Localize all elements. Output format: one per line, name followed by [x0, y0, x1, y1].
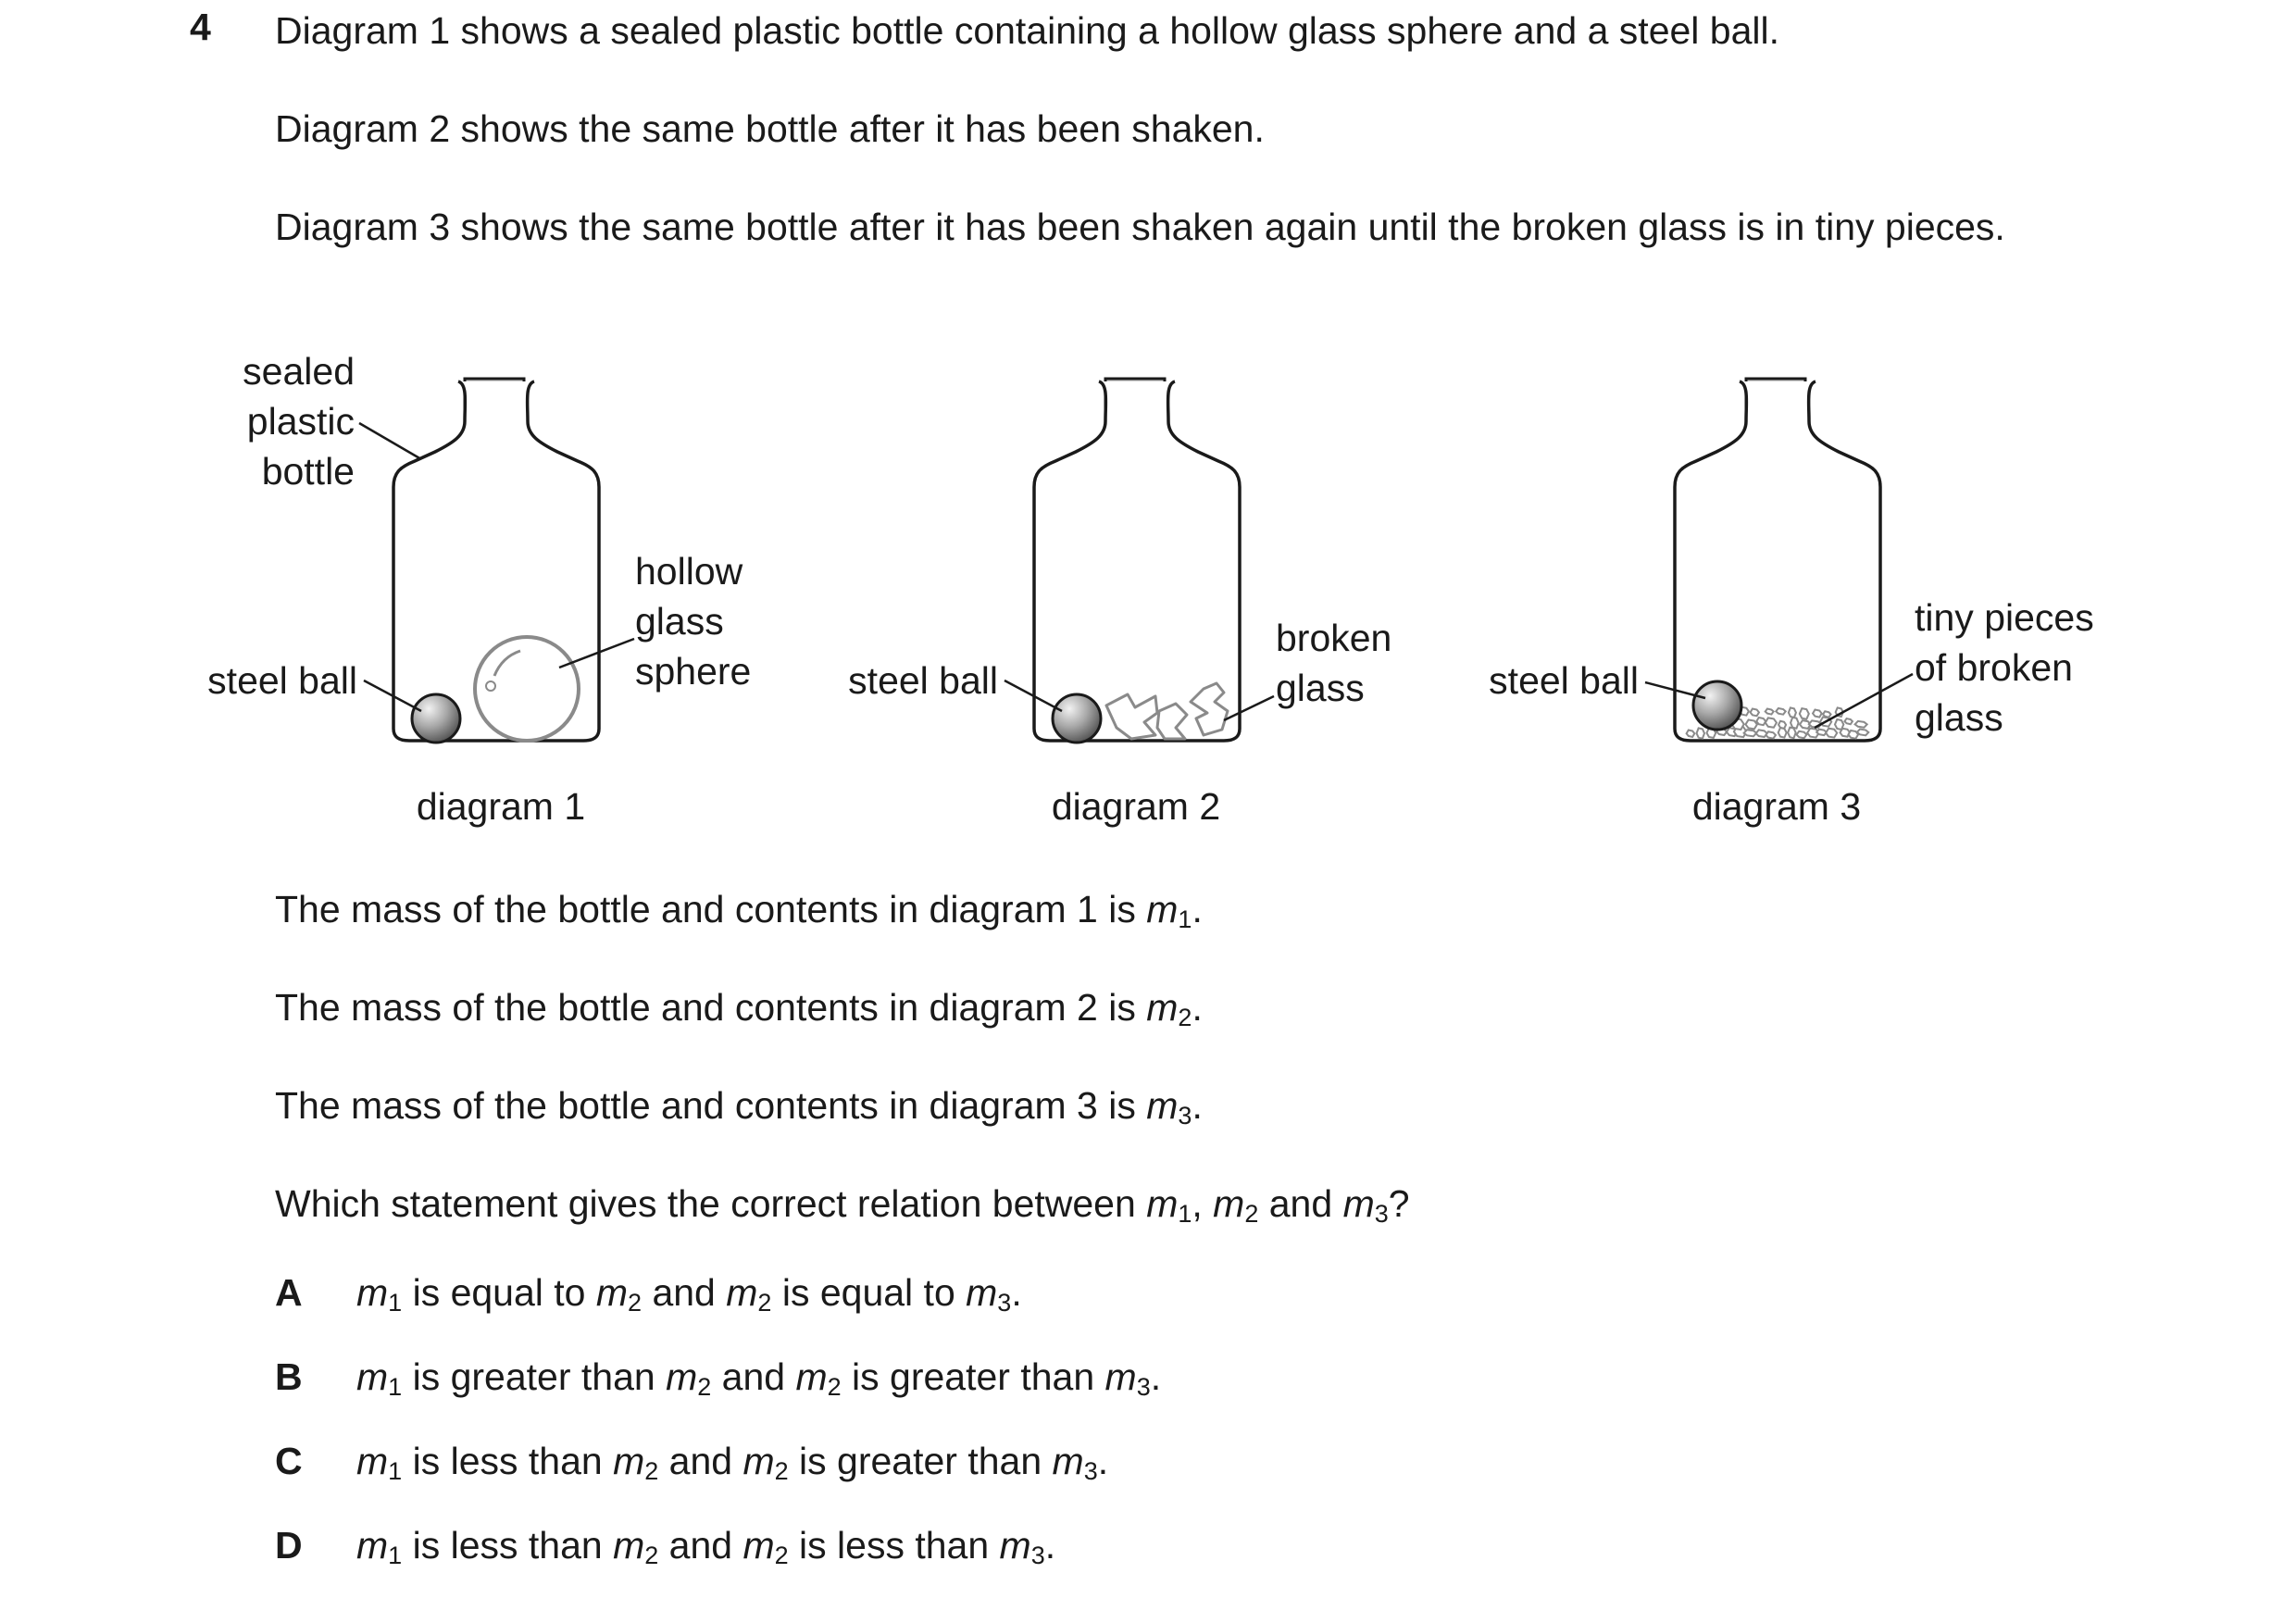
intro-paragraph-3: Diagram 3 shows the same bottle after it has been shaken again until the broken glass is in tiny pieces.: [275, 206, 2005, 248]
diagram-2: [848, 379, 1391, 828]
mass-statement-1: The mass of the bottle and contents in diagram 1 is $m_1$.: [275, 888, 1203, 933]
glass-fragment: [1744, 730, 1757, 736]
glass-fragment: [1813, 709, 1822, 717]
label-steel-ball-1: steel ball: [207, 659, 357, 702]
glass-fragment: [1766, 731, 1776, 738]
option-text: $m_1$ is less than $m_2$ and $m_2$ is greater than $m_3$.: [356, 1440, 1109, 1485]
option-text: $m_1$ is less than $m_2$ and $m_2$ is less than $m_3$.: [356, 1524, 1056, 1569]
option-letter: C: [275, 1440, 303, 1482]
diagram-3: [1489, 379, 2094, 828]
glass-fragment: [1766, 709, 1774, 715]
glass-fragment: [1687, 730, 1695, 737]
glass-fragment: [1857, 730, 1868, 736]
label-broken-line-1: broken: [1276, 617, 1392, 659]
glass-fragment: [1835, 719, 1843, 730]
hollow-glass-sphere: [475, 637, 579, 741]
glass-fragment: [1800, 708, 1809, 719]
intro-paragraph-2: Diagram 2 shows the same bottle after it has been shaken.: [275, 107, 1265, 150]
steel-ball-2: [1053, 694, 1101, 743]
option-letter: A: [275, 1271, 303, 1314]
label-tiny-line-1: tiny pieces: [1915, 596, 2094, 639]
glass-fragment: [1778, 721, 1786, 729]
label-tiny-line-2: of broken: [1915, 646, 2073, 689]
label-broken-line-2: glass: [1276, 667, 1365, 709]
option-text: $m_1$ is greater than $m_2$ and $m_2$ is greater than $m_3$.: [356, 1355, 1162, 1401]
glass-fragment: [1756, 718, 1766, 725]
glass-fragment: [1788, 728, 1795, 739]
label-sphere-line-2: glass: [635, 600, 724, 643]
steel-ball-1: [412, 694, 460, 743]
label-steel-ball-2: steel ball: [848, 659, 998, 702]
glass-fragment: [1791, 718, 1799, 729]
option-letter: D: [275, 1524, 303, 1567]
label-sealed-line-2: plastic: [246, 400, 355, 443]
glass-fragment: [1751, 709, 1759, 717]
label-sphere-line-1: hollow: [635, 550, 743, 593]
caption-diagram-1: diagram 1: [416, 785, 586, 828]
steel-ball-3: [1693, 681, 1741, 730]
label-steel-ball-3: steel ball: [1489, 659, 1639, 702]
question-number: 4: [190, 6, 211, 48]
question-prompt: Which statement gives the correct relation between $m_1$, $m_2$ and $m_3$?: [275, 1182, 1410, 1228]
glass-fragment: [1816, 730, 1827, 736]
mass-statement-3: The mass of the bottle and contents in diagram 3 is $m_3$.: [275, 1084, 1203, 1130]
glass-fragment: [1826, 729, 1837, 738]
glass-fragment: [1789, 707, 1796, 718]
label-sealed-line-3: bottle: [261, 450, 355, 493]
diagram-1: [207, 350, 751, 828]
label-sealed-line-1: sealed: [243, 350, 355, 393]
glass-fragment: [1766, 718, 1777, 727]
glass-fragment: [1697, 728, 1704, 738]
caption-diagram-2: diagram 2: [1051, 785, 1221, 828]
glass-fragment: [1823, 711, 1830, 717]
glass-fragment: [1797, 731, 1807, 738]
leader-line-sealed: [359, 423, 421, 459]
label-tiny-line-3: glass: [1915, 696, 2003, 739]
glass-fragment: [1844, 718, 1852, 724]
glass-fragment: [1745, 720, 1756, 730]
label-sphere-line-3: sphere: [635, 650, 752, 693]
option-text: $m_1$ is equal to $m_2$ and $m_2$ is equal to $m_3$.: [356, 1271, 1022, 1317]
option-letter: B: [275, 1355, 303, 1398]
mass-statement-2: The mass of the bottle and contents in diagram 2 is $m_2$.: [275, 986, 1203, 1031]
intro-paragraph-1: Diagram 1 shows a sealed plastic bottle containing a hollow glass sphere and a steel ball.: [275, 9, 1780, 52]
glass-fragment: [1776, 708, 1785, 715]
caption-diagram-3: diagram 3: [1691, 785, 1862, 828]
glass-fragment: [1855, 721, 1867, 728]
glass-fragment: [1778, 728, 1787, 738]
